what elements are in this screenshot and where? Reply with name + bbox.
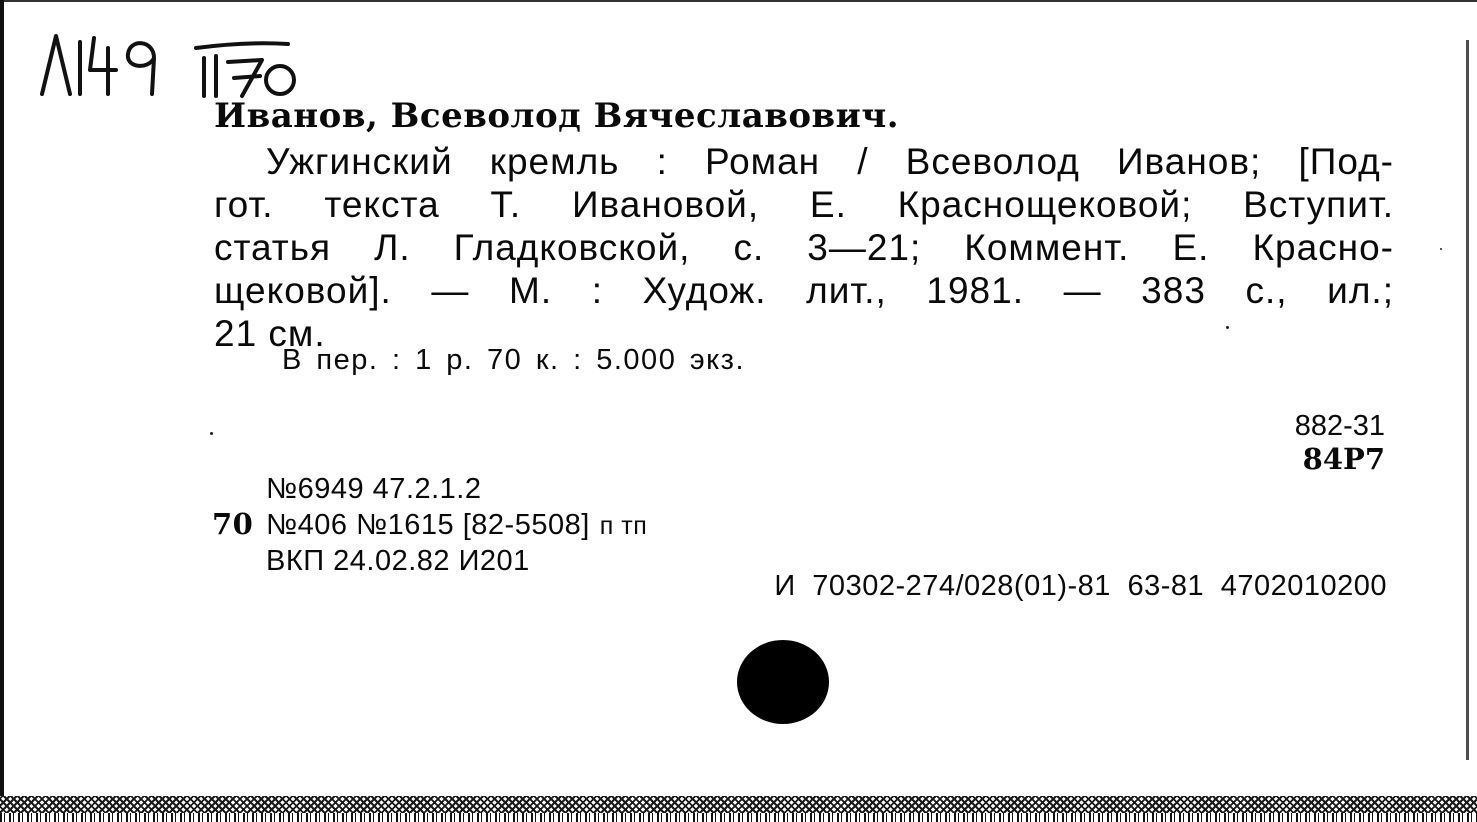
publisher-index-line: И 70302-274/028(01)-81 63-81 4702010200 [774,570,1387,602]
card-bottom-ticks [0,813,1477,822]
description-line-2: гот. текста Т. Ивановой, Е. Краснощековой; Вступит. [214,184,1394,225]
description-line-3: статья Л. Гладковской, с. 3—21; Коммент. Е. Красно- [214,227,1394,268]
bbk-code: 84Р7 [1302,442,1385,476]
card-bottom-pattern [0,796,1477,822]
punch-hole [737,640,829,724]
udc-code: 882-31 [1294,410,1385,442]
card-top-edge [0,0,1477,2]
bibliographic-description [214,140,1394,355]
card-left-edge [0,0,4,822]
scan-speck [210,432,213,435]
author-heading: Иванов, Всеволод Вячеславович. [214,96,900,136]
technical-data [212,472,647,579]
classification-codes [1295,410,1385,476]
description-line-4: щековой]. — М. : Худож. лит., 1981. — 383 с., ил.; [214,270,1394,311]
scan-speck [1226,326,1229,329]
card-right-edge [1466,40,1469,760]
tech-line-1: №6949 47.2.1.2 [266,473,482,505]
description-line-1: Ужгинский кремль : Роман / Всеволод Иванов; [Под- [266,141,1394,182]
price-line: В пер. : 1 р. 70 к. : 5.000 экз. [282,344,746,376]
tech-line-2-suffix: п тп [599,512,648,540]
tech-line-2-body: №406 №1615 [82-5508] [266,509,590,541]
tech-line-2 [212,507,647,544]
handwritten-shelf-mark [36,28,316,100]
tech-line-3: ВКП 24.02.82 И201 [266,545,530,577]
scan-speck [1440,248,1442,250]
tech-line-2-prefix: 70 [212,507,254,541]
description-line-5: 21 см. [214,313,326,354]
